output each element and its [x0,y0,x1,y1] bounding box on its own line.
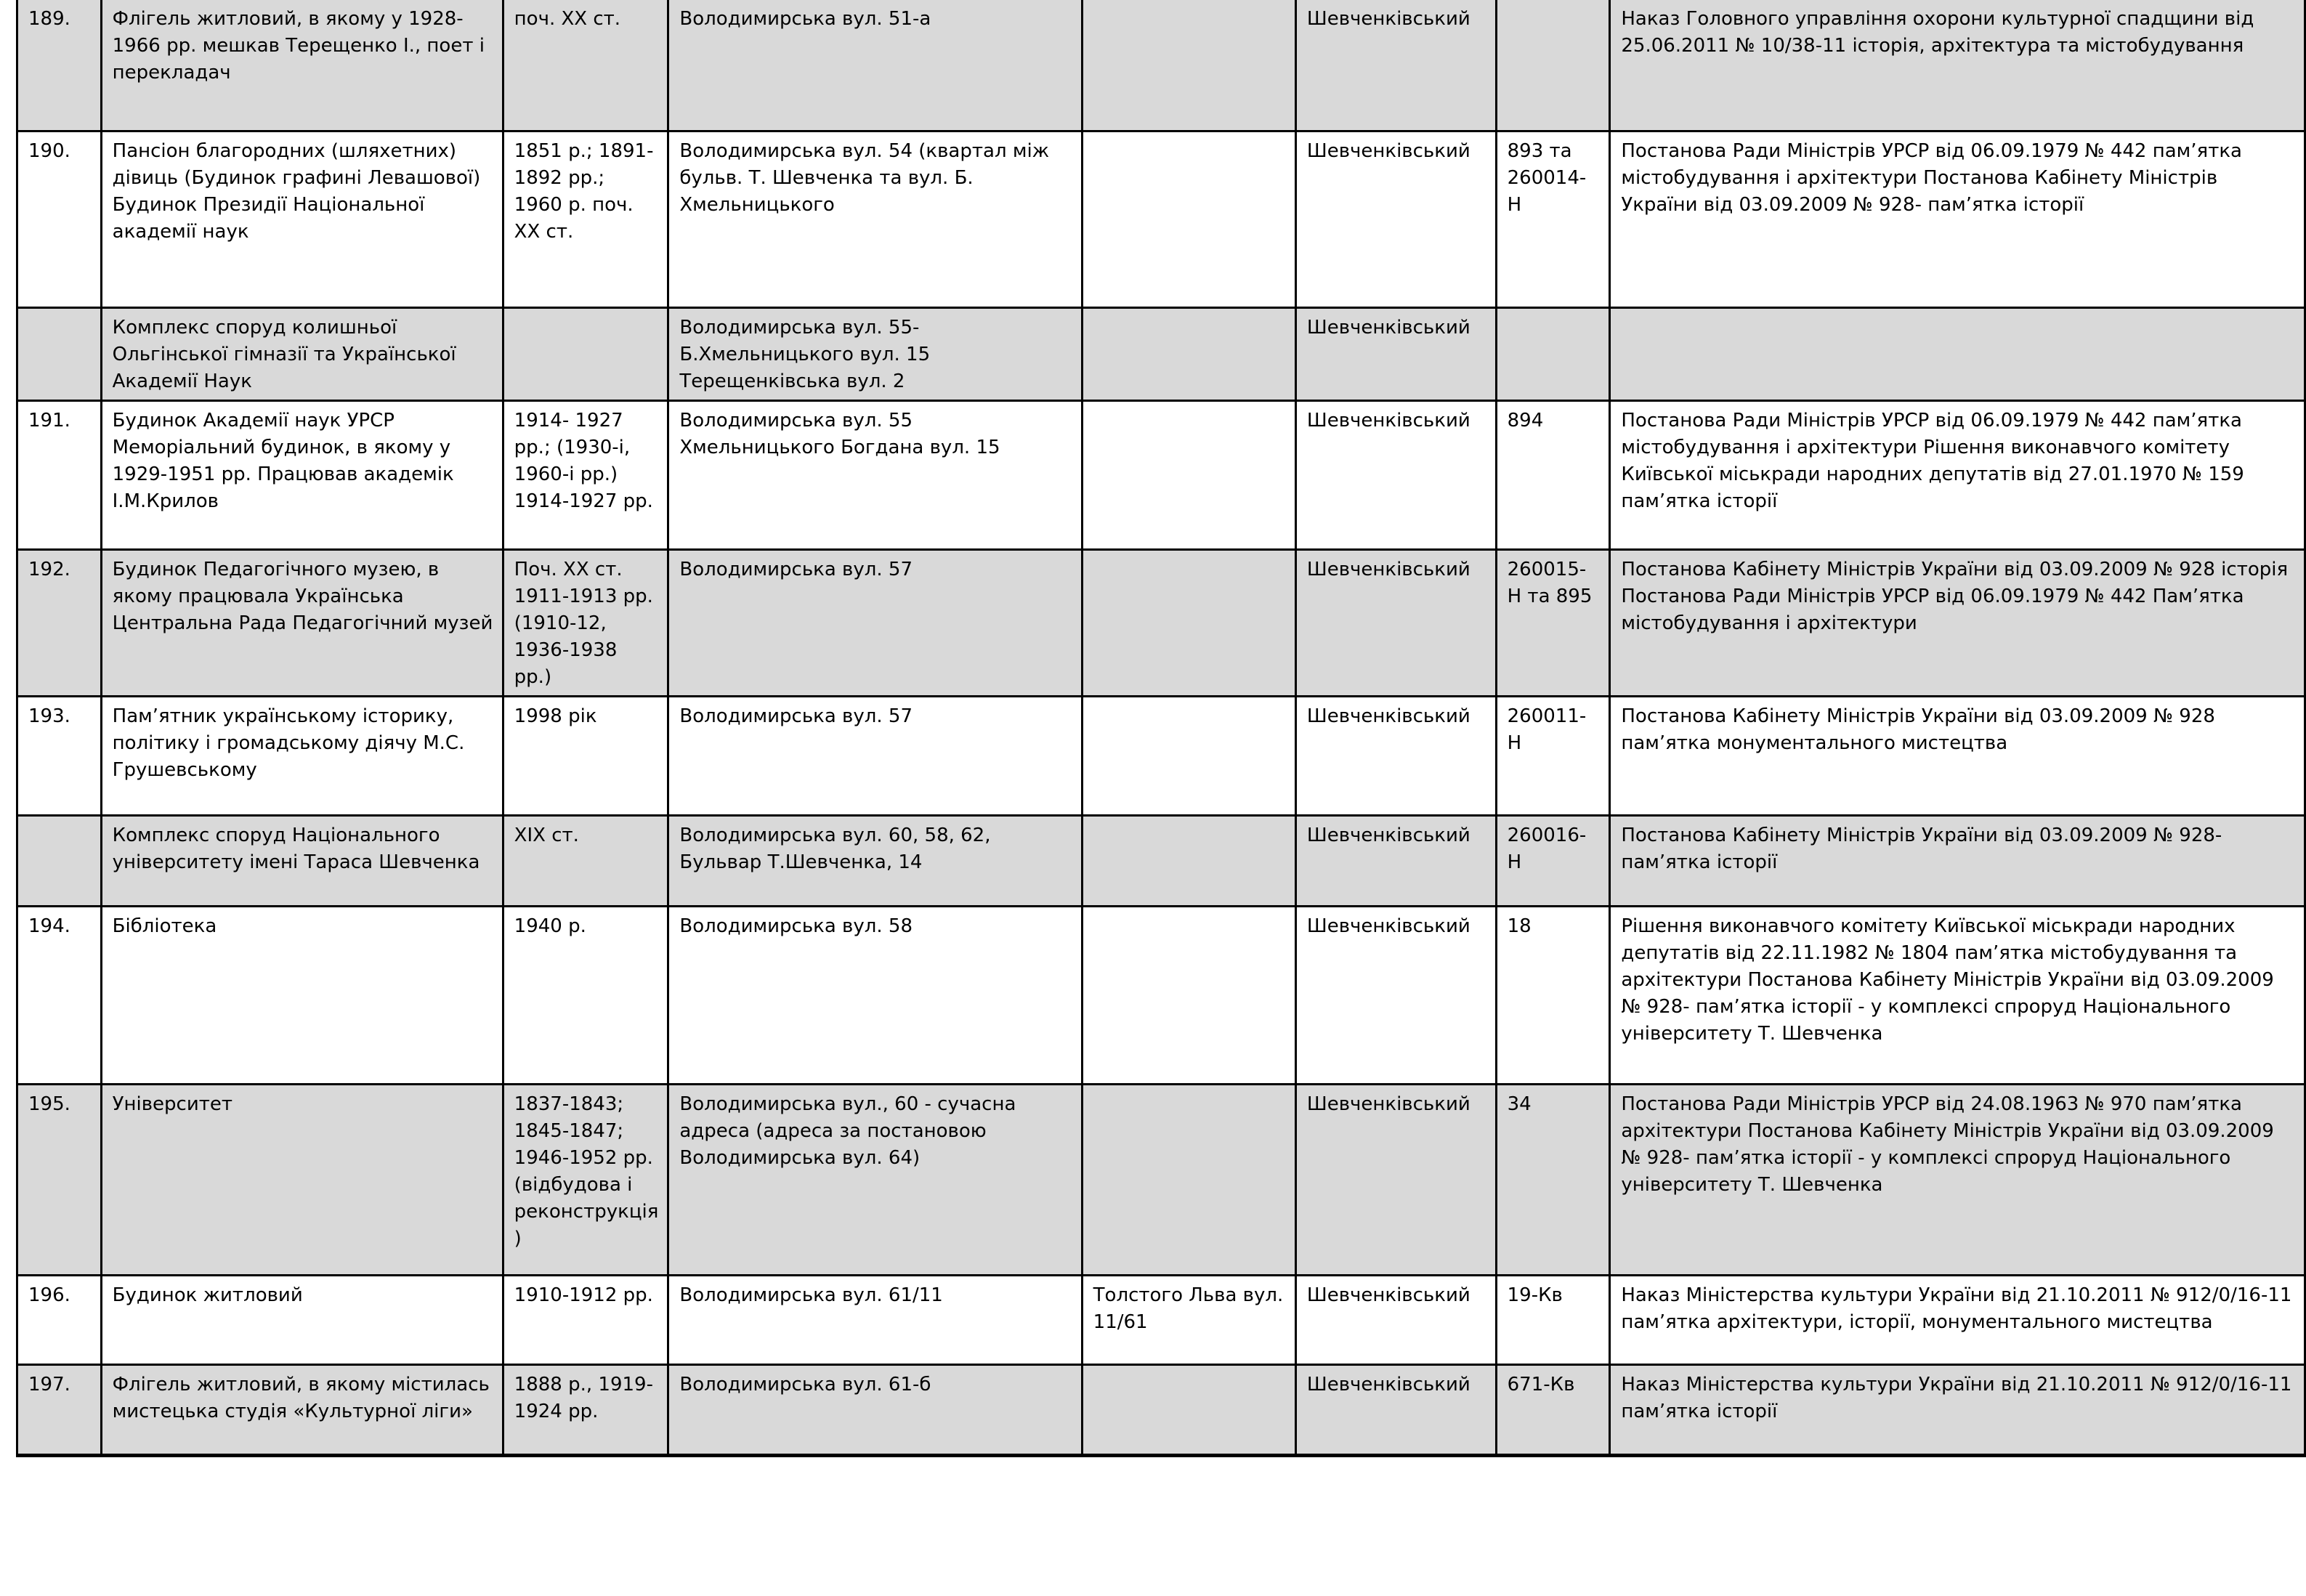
protection-document-cell: Рішення виконавчого комітету Київської міськради народних депутатів від 22.11.1982 № 1804 пам’ятка містобудування та архітектури Постанова Кабінету Міністрів України від 03.09.2009 № 928- пам’ятка історії - у комплексі спроруд Національного університету Т. Шевченка [1610,906,2305,1084]
table-body [17,0,2305,1455]
object-name-cell: Флігель житловий, в якому містилась мистецька студія «Культурної ліги» [101,1364,503,1455]
registry-number-cell: 34 [1496,1084,1610,1275]
object-name-cell: Комплекс споруд колишньої Ольгінської гімназії та Української Академії Наук [101,307,503,400]
protection-document-cell: Наказ Міністерства культури України від 21.10.2011 № 912/0/16-11 пам’ятка історії [1610,1364,2305,1455]
row-number-cell: 191. [17,400,102,549]
alt-address-cell [1082,400,1295,549]
district-cell: Шевченківський [1295,906,1496,1084]
alt-address-cell: Толстого Льва вул. 11/61 [1082,1275,1295,1364]
row-number-cell: 197. [17,1364,102,1455]
table-row [17,1275,2305,1364]
date-cell: 1940 р. [503,906,668,1084]
district-cell: Шевченківський [1295,0,1496,131]
protection-document-cell: Постанова Кабінету Міністрів України від 03.09.2009 № 928 пам’ятка монументального мистецтва [1610,696,2305,815]
object-name-cell: Будинок Академії наук УРСР Меморіальний будинок, в якому у 1929-1951 рр. Працював академік І.М.Крилов [101,400,503,549]
date-cell: XIX ст. [503,815,668,906]
registry-number-cell: 894 [1496,400,1610,549]
district-cell: Шевченківський [1295,1364,1496,1455]
protection-document-cell: Постанова Ради Міністрів УРСР від 06.09.1979 № 442 пам’ятка містобудування і архітектури Постанова Кабінету Міністрів України від 03.09.2009 № 928- пам’ятка історії [1610,131,2305,307]
registry-number-cell: 260015-Н та 895 [1496,549,1610,696]
date-cell: 1914- 1927 рр.; (1930-і, 1960-і рр.) 1914-1927 рр. [503,400,668,549]
date-cell: 1998 рік [503,696,668,815]
alt-address-cell [1082,906,1295,1084]
protection-document-cell: Наказ Міністерства культури України від 21.10.2011 № 912/0/16-11 пам’ятка архітектури, історії, монументального мистецтва [1610,1275,2305,1364]
address-cell: Володимирська вул. 58 [668,906,1082,1084]
table-row [17,400,2305,549]
registry-number-cell: 18 [1496,906,1610,1084]
object-name-cell: Будинок Педагогічного музею, в якому працювала Українська Центральна Рада Педагогічний музей [101,549,503,696]
address-cell: Володимирська вул. 61-б [668,1364,1082,1455]
table-row [17,815,2305,906]
district-cell: Шевченківський [1295,1084,1496,1275]
monuments-table [16,0,2306,1457]
address-cell: Володимирська вул. 60, 58, 62, Бульвар Т.Шевченка, 14 [668,815,1082,906]
object-name-cell: Університет [101,1084,503,1275]
row-number-cell [17,307,102,400]
object-name-cell: Флігель житловий, в якому у 1928-1966 рр. мешкав Терещенко І., поет і перекладач [101,0,503,131]
table-row [17,0,2305,131]
row-number-cell: 196. [17,1275,102,1364]
row-number-cell: 189. [17,0,102,131]
table-row [17,1084,2305,1275]
registry-number-cell: 19-Кв [1496,1275,1610,1364]
alt-address-cell [1082,1084,1295,1275]
registry-number-cell: 260011-Н [1496,696,1610,815]
registry-number-cell: 893 та 260014-Н [1496,131,1610,307]
object-name-cell: Пансіон благородних (шляхетних) дівиць (Будинок графині Левашової) Будинок Президії Національної академії наук [101,131,503,307]
alt-address-cell [1082,0,1295,131]
protection-document-cell: Постанова Кабінету Міністрів України від 03.09.2009 № 928- пам’ятка історії [1610,815,2305,906]
row-number-cell: 192. [17,549,102,696]
table-row [17,906,2305,1084]
object-name-cell: Пам’ятник українському історику, політику і громадському діячу М.С. Грушевському [101,696,503,815]
district-cell: Шевченківський [1295,400,1496,549]
district-cell: Шевченківський [1295,1275,1496,1364]
row-number-cell: 190. [17,131,102,307]
address-cell: Володимирська вул. 51-а [668,0,1082,131]
registry-number-cell: 260016-Н [1496,815,1610,906]
district-cell: Шевченківський [1295,549,1496,696]
protection-document-cell: Постанова Ради Міністрів УРСР від 24.08.1963 № 970 пам’ятка архітектури Постанова Кабінету Міністрів України від 03.09.2009 № 928- пам’ятка історії - у комплексі спроруд Національного університету Т. Шевченка [1610,1084,2305,1275]
alt-address-cell [1082,549,1295,696]
district-cell: Шевченківський [1295,696,1496,815]
registry-number-cell: 671-Кв [1496,1364,1610,1455]
address-cell: Володимирська вул. 61/11 [668,1275,1082,1364]
table-row [17,131,2305,307]
district-cell: Шевченківський [1295,131,1496,307]
date-cell [503,307,668,400]
protection-document-cell: Постанова Ради Міністрів УРСР від 06.09.1979 № 442 пам’ятка містобудування і архітектури Рішення виконавчого комітету Київської міськради народних депутатів від 27.01.1970 № 159 пам’ятка історії [1610,400,2305,549]
protection-document-cell: Наказ Головного управління охорони культурної спадщини від 25.06.2011 № 10/38-11 історія, архітектура та містобудування [1610,0,2305,131]
protection-document-cell [1610,307,2305,400]
address-cell: Володимирська вул. 55- Б.Хмельницького вул. 15 Терещенківська вул. 2 [668,307,1082,400]
object-name-cell: Будинок житловий [101,1275,503,1364]
district-cell: Шевченківський [1295,815,1496,906]
district-cell: Шевченківський [1295,307,1496,400]
date-cell: 1837-1843; 1845-1847; 1946-1952 рр.(відбудова і реконструкція ) [503,1084,668,1275]
table-row [17,696,2305,815]
row-number-cell [17,815,102,906]
date-cell: 1888 р., 1919-1924 рр. [503,1364,668,1455]
row-number-cell: 193. [17,696,102,815]
registry-number-cell [1496,0,1610,131]
address-cell: Володимирська вул., 60 - сучасна адреса (адреса за постановою Володимирська вул. 64) [668,1084,1082,1275]
alt-address-cell [1082,696,1295,815]
object-name-cell: Бібліотека [101,906,503,1084]
date-cell: поч. XX ст. [503,0,668,131]
alt-address-cell [1082,131,1295,307]
object-name-cell: Комплекс споруд Національного університету імені Тараса Шевченка [101,815,503,906]
table-row [17,1364,2305,1455]
address-cell: Володимирська вул. 54 (квартал між бульв. Т. Шевченка та вул. Б. Хмельницького [668,131,1082,307]
date-cell: 1910-1912 рр. [503,1275,668,1364]
table-row [17,307,2305,400]
address-cell: Володимирська вул. 57 [668,696,1082,815]
table-row [17,549,2305,696]
alt-address-cell [1082,1364,1295,1455]
address-cell: Володимирська вул. 57 [668,549,1082,696]
row-number-cell: 195. [17,1084,102,1275]
protection-document-cell: Постанова Кабінету Міністрів України від 03.09.2009 № 928 історія Постанова Ради Міністрів УРСР від 06.09.1979 № 442 Пам’ятка містобудування і архітектури [1610,549,2305,696]
registry-number-cell [1496,307,1610,400]
date-cell: 1851 р.; 1891-1892 рр.; 1960 р. поч. XX ст. [503,131,668,307]
alt-address-cell [1082,815,1295,906]
address-cell: Володимирська вул. 55 Хмельницького Богдана вул. 15 [668,400,1082,549]
row-number-cell: 194. [17,906,102,1084]
alt-address-cell [1082,307,1295,400]
date-cell: Поч. XX ст. 1911-1913 рр. (1910-12, 1936-1938 рр.) [503,549,668,696]
